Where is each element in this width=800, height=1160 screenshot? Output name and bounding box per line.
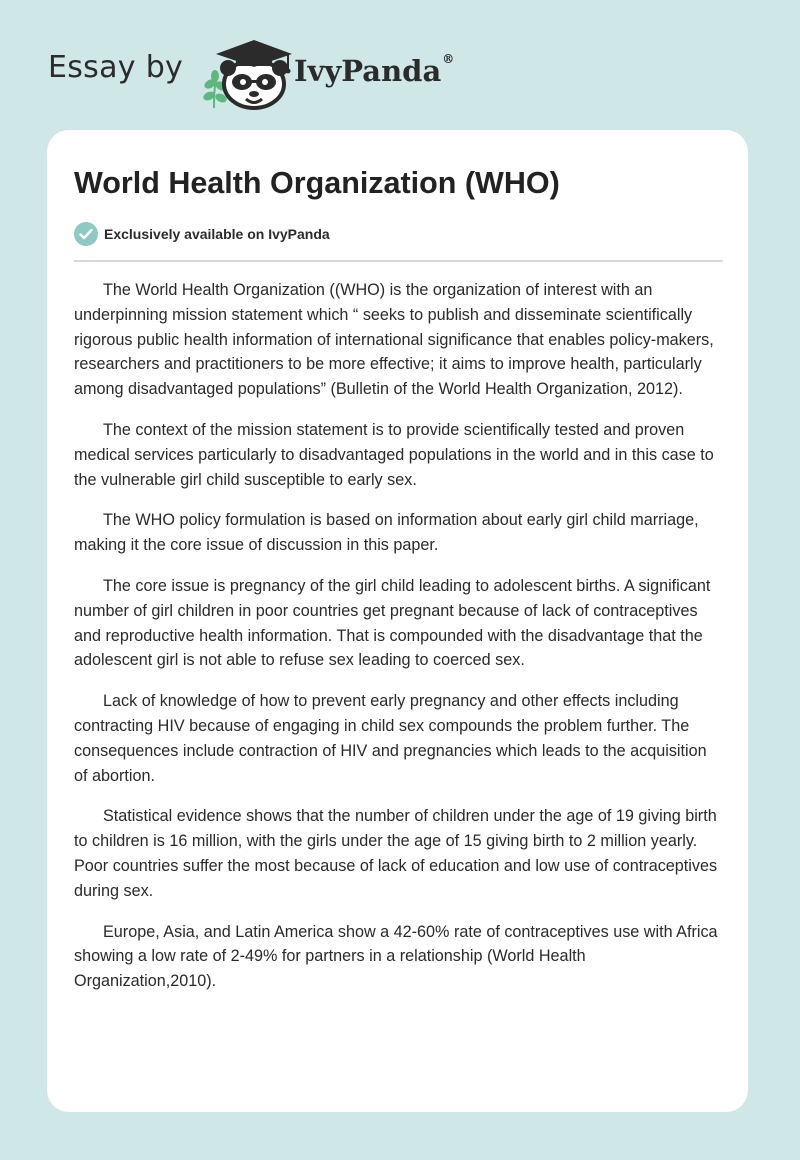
ivypanda-logo-text[interactable] (294, 54, 454, 88)
check-circle-icon (74, 222, 98, 246)
paragraph: Statistical evidence shows that the number of children under the age of 19 giving birth to children is 16 million, with the girls under the age of 15 giving birth to 2 million yearly. Poor countries suffer the most because of lack of education and low use of contraceptives during sex. (74, 807, 718, 900)
divider (74, 260, 723, 262)
page-title: World Health Organization (WHO) (74, 166, 560, 200)
paragraph: The WHO policy formulation is based on information about early girl child marriage, making it the core issue of discussion in this paper. (74, 511, 699, 555)
registered-mark: ® (442, 52, 455, 66)
panda-graduate-icon[interactable] (202, 34, 302, 110)
paragraph: Europe, Asia, and Latin America show a 42-60% rate of contraceptives use with Africa showing a low rate of 2-49% for partners in a relationship (World Health Organization,2010). (74, 922, 718, 991)
site-header (48, 34, 478, 114)
paragraph: Lack of knowledge of how to prevent early pregnancy and other effects including contracting HIV because of engaging in child sex compounds the problem further. The consequences include contraction of HIV and pregnancies which leads to the acquisition of abortion. (74, 692, 707, 785)
essay-card (47, 130, 748, 1112)
paragraph: The core issue is pregnancy of the girl child leading to adolescent births. A significant number of girl children in poor countries get pregnant because of lack of contraceptives and reproductive health information. That is compounded with the disadvantage that the adolescent girl is not able to refuse sex leading to coerced sex. (74, 576, 711, 670)
paragraph: The World Health Organization ((WHO) is the organization of interest with an underpinning mission statement which “ seeks to publish and disseminate scientifically rigorous public health information of international significance that enables policy-makers, researchers and practitioners to be more effective; it aims to improve health, particularly among disadvantaged populations” (Bulletin of the World Health Organization, 2012). (74, 281, 714, 399)
essay-body (74, 278, 724, 1010)
paragraph: The context of the mission statement is to provide scientifically tested and proven medical services particularly to disadvantaged populations in the world and in this case to the vulnerable girl child susceptible to early sex. (74, 420, 714, 489)
essay-by-label: Essay by (48, 50, 184, 85)
exclusive-label: Exclusively available on IvyPanda (104, 226, 330, 242)
exclusive-badge (74, 222, 330, 246)
brand-name: IvyPanda (294, 54, 442, 88)
